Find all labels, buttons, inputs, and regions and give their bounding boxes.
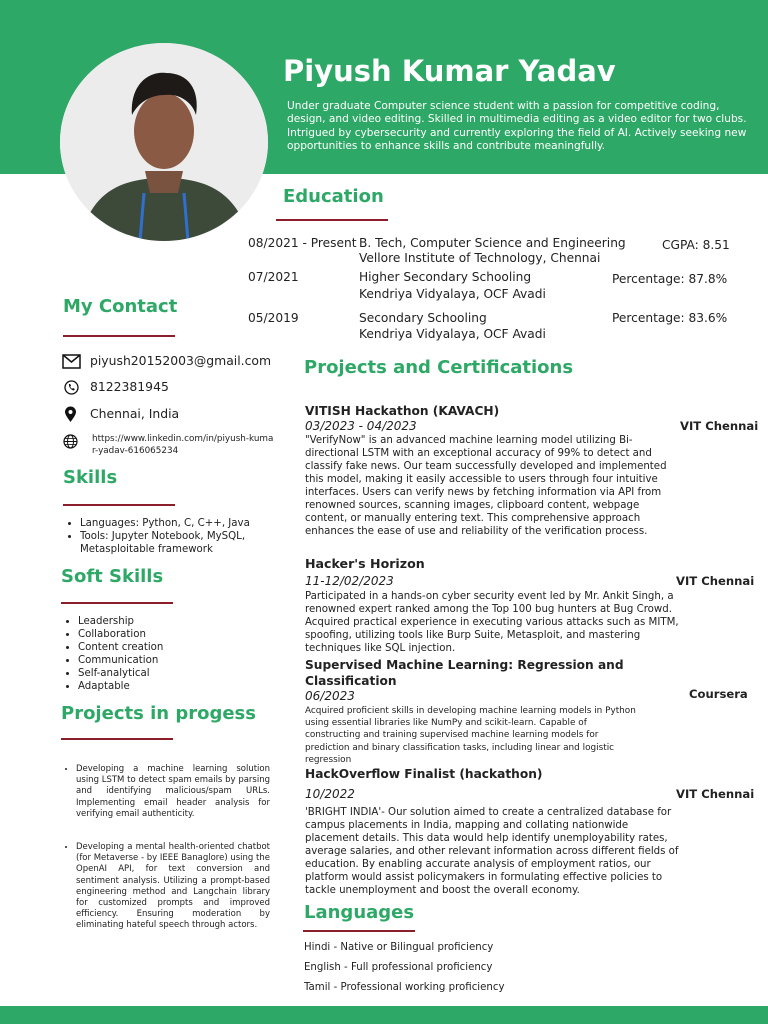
edu-date: 07/2021: [248, 270, 299, 284]
skills-divider: [63, 504, 175, 506]
list-item: • Tools: Jupyter Notebook, MySQL, Metasploitable framework: [80, 530, 280, 556]
education-divider: [276, 219, 388, 221]
project-org: VIT Chennai: [680, 419, 759, 433]
soft-skills-divider: [61, 602, 173, 604]
candidate-name: Piyush Kumar Yadav: [283, 54, 616, 88]
edu-school: Kendriya Vidyalaya, OCF Avadi: [359, 327, 546, 341]
phone-icon: [64, 380, 79, 395]
project-org: VIT Chennai: [676, 787, 755, 801]
contact-linkedin-link[interactable]: https://www.linkedin.com/in/piyush-kumar-yadav-616065234: [92, 434, 274, 457]
location-pin-icon: [64, 406, 77, 423]
contact-phone[interactable]: 8122381945: [90, 379, 169, 394]
languages-heading: Languages: [304, 902, 415, 923]
soft-skills-heading: Soft Skills: [61, 566, 164, 587]
education-heading: Education: [283, 186, 384, 207]
footer-band: [0, 1006, 768, 1024]
project-date: 11-12/02/2023: [305, 574, 394, 588]
edu-school: Kendriya Vidyalaya, OCF Avadi: [359, 287, 546, 301]
list-item: • Communication: [78, 654, 258, 667]
globe-icon: [63, 434, 78, 449]
project-title: VITISH Hackathon (KAVACH): [305, 404, 500, 418]
edu-degree: Secondary Schooling: [359, 311, 487, 325]
in-progress-list: [60, 764, 270, 932]
contact-divider: [63, 335, 175, 337]
project-date: 06/2023: [305, 689, 355, 703]
list-item: • Developing a mental health-oriented chatbot (for Metaverse - by IEEE Banaglore) using the OpenAI API, for text conversion and sentiment analysis. Utilizing a prompt-based engineering method and Langchain library for customized prompts and improved efficiency. Ensuring moderation by eliminating hateful speech through actors.: [76, 842, 270, 932]
list-item: Tamil - Professional working proficiency: [304, 982, 505, 993]
edu-date: 08/2021 - Present: [248, 236, 357, 250]
list-item: English - Full professional proficiency: [304, 962, 493, 973]
project-date: 03/2023 - 04/2023: [305, 419, 417, 433]
contact-heading: My Contact: [63, 296, 178, 317]
list-item: • Content creation: [78, 641, 258, 654]
languages-list: [304, 938, 505, 998]
list-item: • Collaboration: [78, 628, 258, 641]
soft-skills-list: [62, 615, 258, 693]
list-item: • Adaptable: [78, 680, 258, 693]
languages-divider: [303, 930, 415, 932]
list-item: • Self-analytical: [78, 667, 258, 680]
edu-score: Percentage: 83.6%: [612, 311, 728, 325]
edu-date: 05/2019: [248, 311, 299, 325]
edu-school: Vellore Institute of Technology, Chennai: [359, 251, 601, 265]
project-title: Supervised Machine Learning: Regression and Classification: [305, 658, 624, 688]
edu-degree: B. Tech, Computer Science and Engineering: [359, 236, 626, 250]
project-title: Hacker's Horizon: [305, 556, 425, 571]
list-item: Hindi - Native or Bilingual proficiency: [304, 942, 494, 953]
list-item: • Languages: Python, C, C++, Java: [80, 517, 280, 530]
skills-heading: Skills: [63, 467, 118, 488]
contact-location: Chennai, India: [90, 406, 180, 421]
list-item: • Developing a machine learning solution using LSTM to detect spam emails by parsing and identifying malicious/spam URLs. Implementing email header analysis for verifying email authenticity.: [76, 764, 270, 820]
project-date: 10/2022: [305, 787, 355, 801]
project-description: Participated in a hands-on cyber security event led by Mr. Ankit Singh, a renowned expert ranked among the Top 100 bug hunters at Bug Crowd. Acquired practical experience in executing various attacks such as MITM, spoofing, utilizing tools like Burp Suite, Metasploit, and mastering techniques like SQL injection.: [305, 591, 679, 654]
edu-score: Percentage: 87.8%: [612, 272, 728, 286]
mail-icon: [62, 354, 81, 369]
edu-score: CGPA: 8.51: [662, 238, 730, 252]
skills-list: [64, 517, 280, 556]
in-progress-heading: Projects in progess: [61, 703, 256, 724]
project-org: Coursera: [689, 687, 748, 701]
project-description: "VerifyNow" is an advanced machine learning model utilizing Bi-directional LSTM with an exceptional accuracy of 99% to detect and classify fake news. Our team successfully developed and implemented this model, making it easily accessible to users through four intuitive interfaces. Users can verify news by fetching information via API from renowned sources, scanning images, clipboard content, webpage content, or manually entering text. This comprehensive approach enhances the ease of use and reliability of the verification process.: [305, 435, 667, 537]
list-item: • Leadership: [78, 615, 258, 628]
in-progress-divider: [61, 738, 173, 740]
project-org: VIT Chennai: [676, 574, 755, 588]
contact-email[interactable]: piyush20152003@gmail.com: [90, 353, 272, 368]
profile-summary: Under graduate Computer science student with a passion for competitive coding, design, and video editing. Skilled in multimedia editing as a video editor for two clubs. Intrigued by cybersecurity and currently exploring the field of AI. Actively seeking new opportunities to enhance skills and contribute meaningfully.: [287, 100, 747, 153]
project-title: HackOverflow Finalist (hackathon): [305, 767, 543, 781]
project-description: 'BRIGHT INDIA'- Our solution aimed to create a centralized database for campus placements in India, mapping and collating nationwide placement details. This data would help identify unemployability rates, average salaries, and other relevant information across different fields of education. By enabling accurate analysis of employment ratios, our platform would assist policymakers in formulating effective policies to tackle unemployment and boost the overall economy.: [305, 807, 679, 896]
edu-degree: Higher Secondary Schooling: [359, 270, 532, 284]
project-description: Acquired proficient skills in developing machine learning models in Python using essential libraries like NumPy and scikit-learn. Capable of constructing and training supervised machine learning models for prediction and binary classification tasks, including linear and logistic regression: [305, 706, 636, 765]
projects-heading: Projects and Certifications: [304, 357, 574, 378]
profile-photo: [60, 43, 268, 241]
